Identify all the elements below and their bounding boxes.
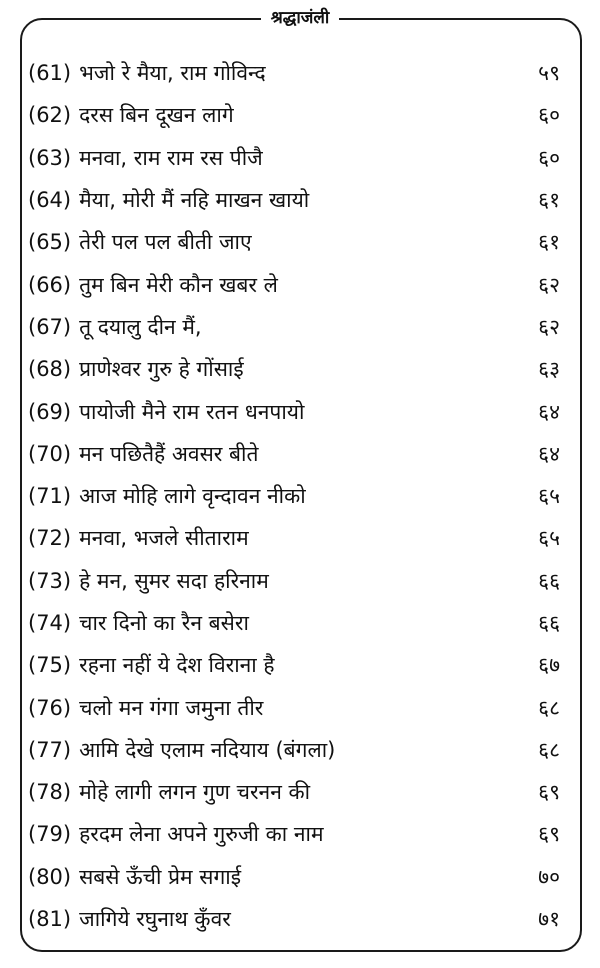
table-of-contents [28, 52, 572, 940]
page-heading: श्रद्धाजंली [261, 6, 340, 30]
toc-entry-76 [28, 686, 572, 728]
entry-title: जागिये रघुनाथ कुँवर [79, 907, 231, 932]
entry-title: हे मन, सुमर सदा हरिनाम [79, 568, 269, 593]
toc-entry-69 [28, 390, 572, 432]
entry-number: (64) [28, 188, 72, 213]
entry-page: ६६ [538, 568, 560, 593]
entry-page: ६० [538, 145, 560, 170]
entry-page: ६५ [538, 526, 560, 551]
toc-entry-80 [28, 856, 572, 898]
toc-entry-65 [28, 221, 572, 263]
entry-number: (81) [28, 907, 72, 932]
entry-number: (68) [28, 357, 72, 382]
toc-entry-68 [28, 348, 572, 390]
entry-number: (78) [28, 780, 72, 805]
entry-title: मैया, मोरी मैं नहि माखन खायो [79, 188, 310, 213]
entry-title: आज मोहि लागे वृन्दावन नीको [79, 484, 306, 509]
toc-entry-81 [28, 898, 572, 940]
toc-entry-71 [28, 475, 572, 517]
entry-title: चलो मन गंगा जमुना तीर [79, 695, 264, 720]
entry-page: ६६ [538, 611, 560, 635]
entry-page: ६४ [538, 441, 560, 466]
entry-page: ६२ [538, 314, 560, 339]
entry-page: ६१ [538, 230, 560, 255]
entry-page: ६० [538, 103, 560, 128]
entry-number: (77) [28, 737, 72, 762]
toc-entry-61 [28, 52, 572, 94]
entry-title: चार दिनो का रैन बसेरा [79, 611, 249, 635]
entry-title: तुम बिन मेरी कौन खबर ले [79, 272, 278, 297]
entry-number: (75) [28, 653, 72, 678]
entry-title: मन पछितैहैं अवसर बीते [79, 441, 259, 466]
toc-entry-64 [28, 179, 572, 221]
entry-page: ६९ [538, 822, 560, 847]
entry-title: रहना नहीं ये देश विराना है [79, 653, 275, 678]
entry-page: ६७ [538, 653, 560, 678]
entry-number: (61) [28, 61, 72, 86]
entry-page: ६८ [538, 737, 560, 762]
toc-entry-72 [28, 517, 572, 559]
toc-entry-77 [28, 729, 572, 771]
entry-title: आमि देखे एलाम नदियाय (बंगला) [79, 737, 336, 762]
entry-page: ६४ [538, 399, 560, 424]
entry-page: ७० [538, 864, 560, 889]
entry-page: ५९ [538, 61, 560, 86]
entry-number: (80) [28, 864, 72, 889]
entry-title: मनवा, भजले सीताराम [79, 526, 249, 551]
entry-title: तू दयालु दीन मैं, [79, 314, 202, 339]
entry-page: ६९ [538, 780, 560, 805]
entry-number: (65) [28, 230, 72, 255]
entry-number: (72) [28, 526, 72, 551]
entry-page: ७१ [538, 907, 560, 932]
entry-title: भजो रे मैया, राम गोविन्द [79, 61, 266, 86]
toc-entry-63 [28, 137, 572, 179]
entry-title: हरदम लेना अपने गुरुजी का नाम [79, 822, 324, 847]
entry-title: सबसे ऊँची प्रेम सगाई [79, 864, 242, 889]
entry-number: (63) [28, 145, 72, 170]
toc-entry-74 [28, 602, 572, 644]
entry-title: प्राणेश्वर गुरु हे गोंसाई [79, 357, 244, 382]
entry-number: (79) [28, 822, 72, 847]
entry-number: (76) [28, 695, 72, 720]
entry-title: पायोजी मैने राम रतन धनपायो [79, 399, 305, 424]
toc-entry-75 [28, 644, 572, 686]
entry-number: (66) [28, 272, 72, 297]
entry-title: मोहे लागी लगन गुण चरनन की [79, 780, 311, 805]
entry-title: मनवा, राम राम रस पीजै [79, 145, 263, 170]
entry-number: (73) [28, 568, 72, 593]
entry-number: (67) [28, 314, 72, 339]
entry-number: (70) [28, 441, 72, 466]
entry-page: ६५ [538, 484, 560, 509]
toc-entry-78 [28, 771, 572, 813]
toc-entry-79 [28, 813, 572, 855]
entry-number: (74) [28, 611, 72, 635]
toc-entry-73 [28, 560, 572, 602]
entry-title: तेरी पल पल बीती जाए [79, 230, 252, 255]
entry-number: (69) [28, 399, 72, 424]
entry-number: (62) [28, 103, 72, 128]
entry-page: ६३ [538, 357, 560, 382]
toc-entry-62 [28, 94, 572, 136]
entry-number: (71) [28, 484, 72, 509]
toc-entry-67 [28, 306, 572, 348]
entry-page: ६१ [538, 188, 560, 213]
toc-entry-66 [28, 263, 572, 305]
toc-entry-70 [28, 433, 572, 475]
entry-page: ६२ [538, 272, 560, 297]
entry-page: ६८ [538, 695, 560, 720]
entry-title: दरस बिन दूखन लागे [79, 103, 234, 128]
